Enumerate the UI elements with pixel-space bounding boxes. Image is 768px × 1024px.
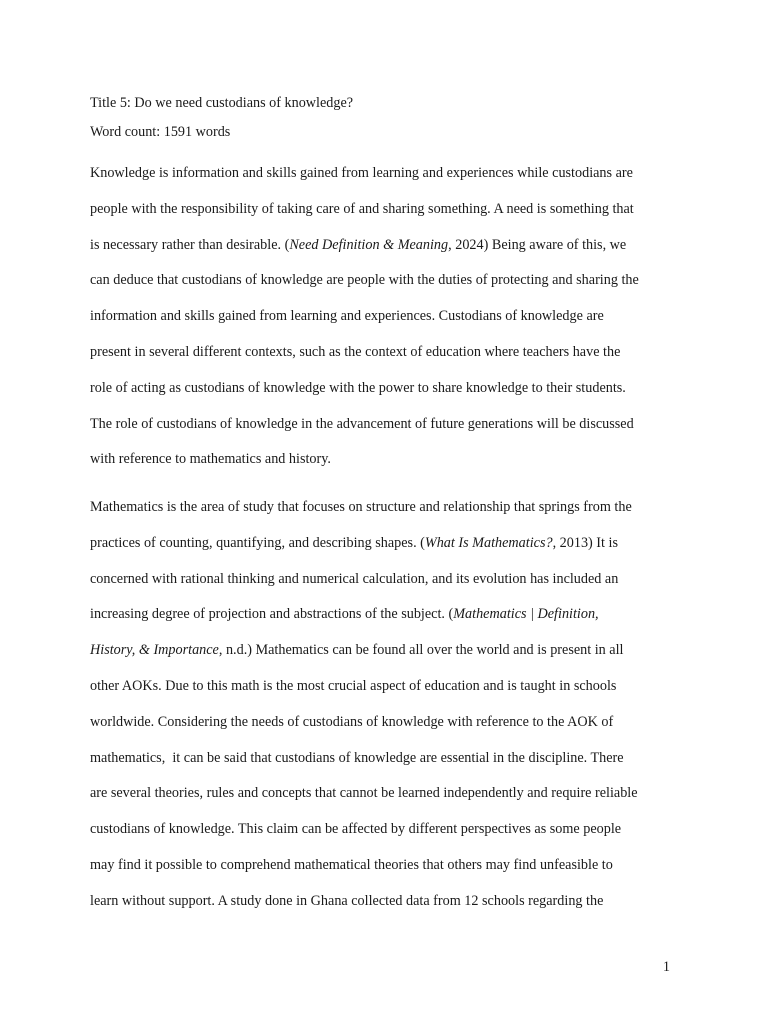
citation-title: History, & Importance (90, 642, 219, 659)
text-run: is necessary rather than desirable. ( (90, 236, 290, 253)
text-run: practices of counting, quantifying, and describing shapes. ( (90, 534, 425, 551)
text-line: Mathematics is the area of study that focuses on structure and relationship that springs from the (90, 499, 632, 515)
text-line: mathematics, it can be said that custodians of knowledge are essential in the discipline. There (90, 749, 624, 766)
text-line: present in several different contexts, such as the context of education where teachers have the (90, 343, 621, 360)
text-line: role of acting as custodians of knowledge with the power to share knowledge to their students. (90, 379, 626, 396)
text-run: , 2024) Being aware of this, we (448, 236, 627, 253)
text-run: , n.d.) Mathematics can be found all over the world and is present in all (218, 642, 624, 659)
citation-title: What Is Mathematics? (424, 534, 553, 551)
text-line (90, 633, 690, 669)
text-line: concerned with rational thinking and numerical calculation, and its evolution has included an (90, 570, 619, 587)
text-line: Knowledge is information and skills gained from learning and experiences while custodians are (90, 165, 633, 181)
text-line: with reference to mathematics and history. (90, 451, 331, 468)
text-line: can deduce that custodians of knowledge are people with the duties of protecting and sharing the (90, 272, 639, 289)
essay-title: Title 5: Do we need custodians of knowledge? (90, 95, 354, 111)
word-count: Word count: 1591 words (90, 124, 231, 140)
text-line: are several theories, rules and concepts that cannot be learned independently and require reliable (90, 785, 638, 802)
text-line: information and skills gained from learning and experiences. Custodians of knowledge are (90, 308, 604, 325)
text-run: increasing degree of projection and abstractions of the subject. ( (90, 606, 454, 623)
text-line (90, 526, 690, 562)
paragraph-knowledge-definition (90, 156, 690, 478)
text-run: , 2013) It is (552, 534, 618, 551)
text-line (90, 597, 690, 633)
text-line (90, 228, 690, 264)
text-line: people with the responsibility of taking care of and sharing something. A need is something that (90, 200, 634, 217)
paragraph-mathematics (90, 490, 690, 920)
citation-title: Mathematics | Definition, (453, 606, 599, 623)
text-line: worldwide. Considering the needs of custodians of knowledge with reference to the AOK of (90, 713, 614, 730)
text-line: learn without support. A study done in Ghana collected data from 12 schools regarding the (90, 892, 604, 909)
text-line: The role of custodians of knowledge in the advancement of future generations will be discussed (90, 415, 634, 432)
text-line: custodians of knowledge. This claim can be affected by different perspectives as some people (90, 821, 622, 838)
citation-title: Need Definition & Meaning (289, 236, 449, 253)
text-line: may find it possible to comprehend mathematical theories that others may find unfeasible to (90, 856, 613, 873)
page-number: 1 (662, 959, 670, 975)
text-line: other AOKs. Due to this math is the most crucial aspect of education and is taught in schools (90, 677, 617, 694)
